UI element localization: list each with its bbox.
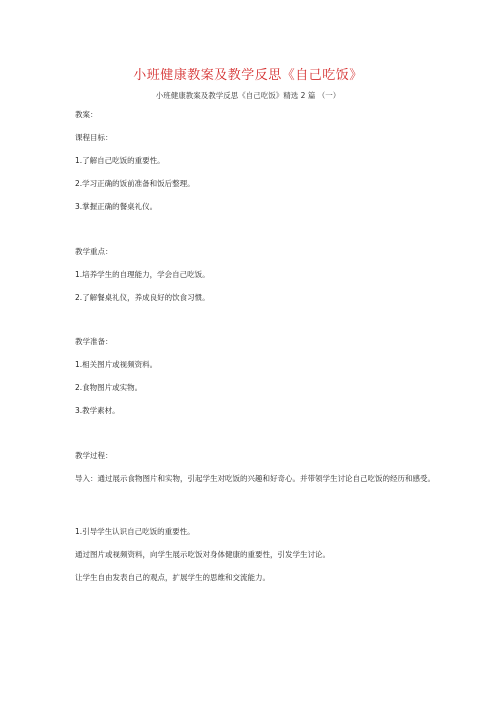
process-paragraph-1: 通过图片或视频资料，向学生展示吃饭对身体健康的重要性，引发学生讨论。 xyxy=(75,550,330,559)
process-step-1: 1.引导学生认识自己吃饭的重要性。 xyxy=(75,527,195,536)
section-heading-key-points: 教学重点： xyxy=(75,247,113,256)
section-heading-goals: 课程目标： xyxy=(75,133,113,142)
process-paragraph-2: 让学生自由发表自己的观点，扩展学生的思维和交流能力。 xyxy=(75,573,270,582)
preparation-item-2: 2.食物图片或实物。 xyxy=(75,383,143,392)
section-heading-process: 教学过程： xyxy=(75,451,113,460)
goal-item-1: 1.了解自己吃饭的重要性。 xyxy=(75,156,165,165)
goal-item-2: 2.学习正确的饭前准备和饭后整理。 xyxy=(75,179,195,188)
document-title: 小班健康教案及教学反思《自己吃饭》 xyxy=(133,68,363,83)
key-point-item-1: 1.培养学生的自理能力，学会自己吃饭。 xyxy=(75,270,210,279)
section-heading-preparation: 教学准备： xyxy=(75,337,113,346)
document-subtitle: 小班健康教案及教学反思《自己吃饭》精选 2 篇 （一） xyxy=(155,91,341,100)
key-point-item-2: 2.了解餐桌礼仪，养成良好的饮食习惯。 xyxy=(75,293,210,302)
section-label-lesson-plan: 教案： xyxy=(75,110,98,119)
preparation-item-1: 1.相关图片或视频资料。 xyxy=(75,360,158,369)
process-intro-paragraph: 导入：通过展示食物图片和实物，引起学生对吃饭的兴趣和好奇心。并带领学生讨论自己吃饭的经历和感受。 xyxy=(75,474,435,483)
goal-item-3: 3.掌握正确的餐桌礼仪。 xyxy=(75,202,158,211)
preparation-item-3: 3.教学素材。 xyxy=(75,406,120,415)
